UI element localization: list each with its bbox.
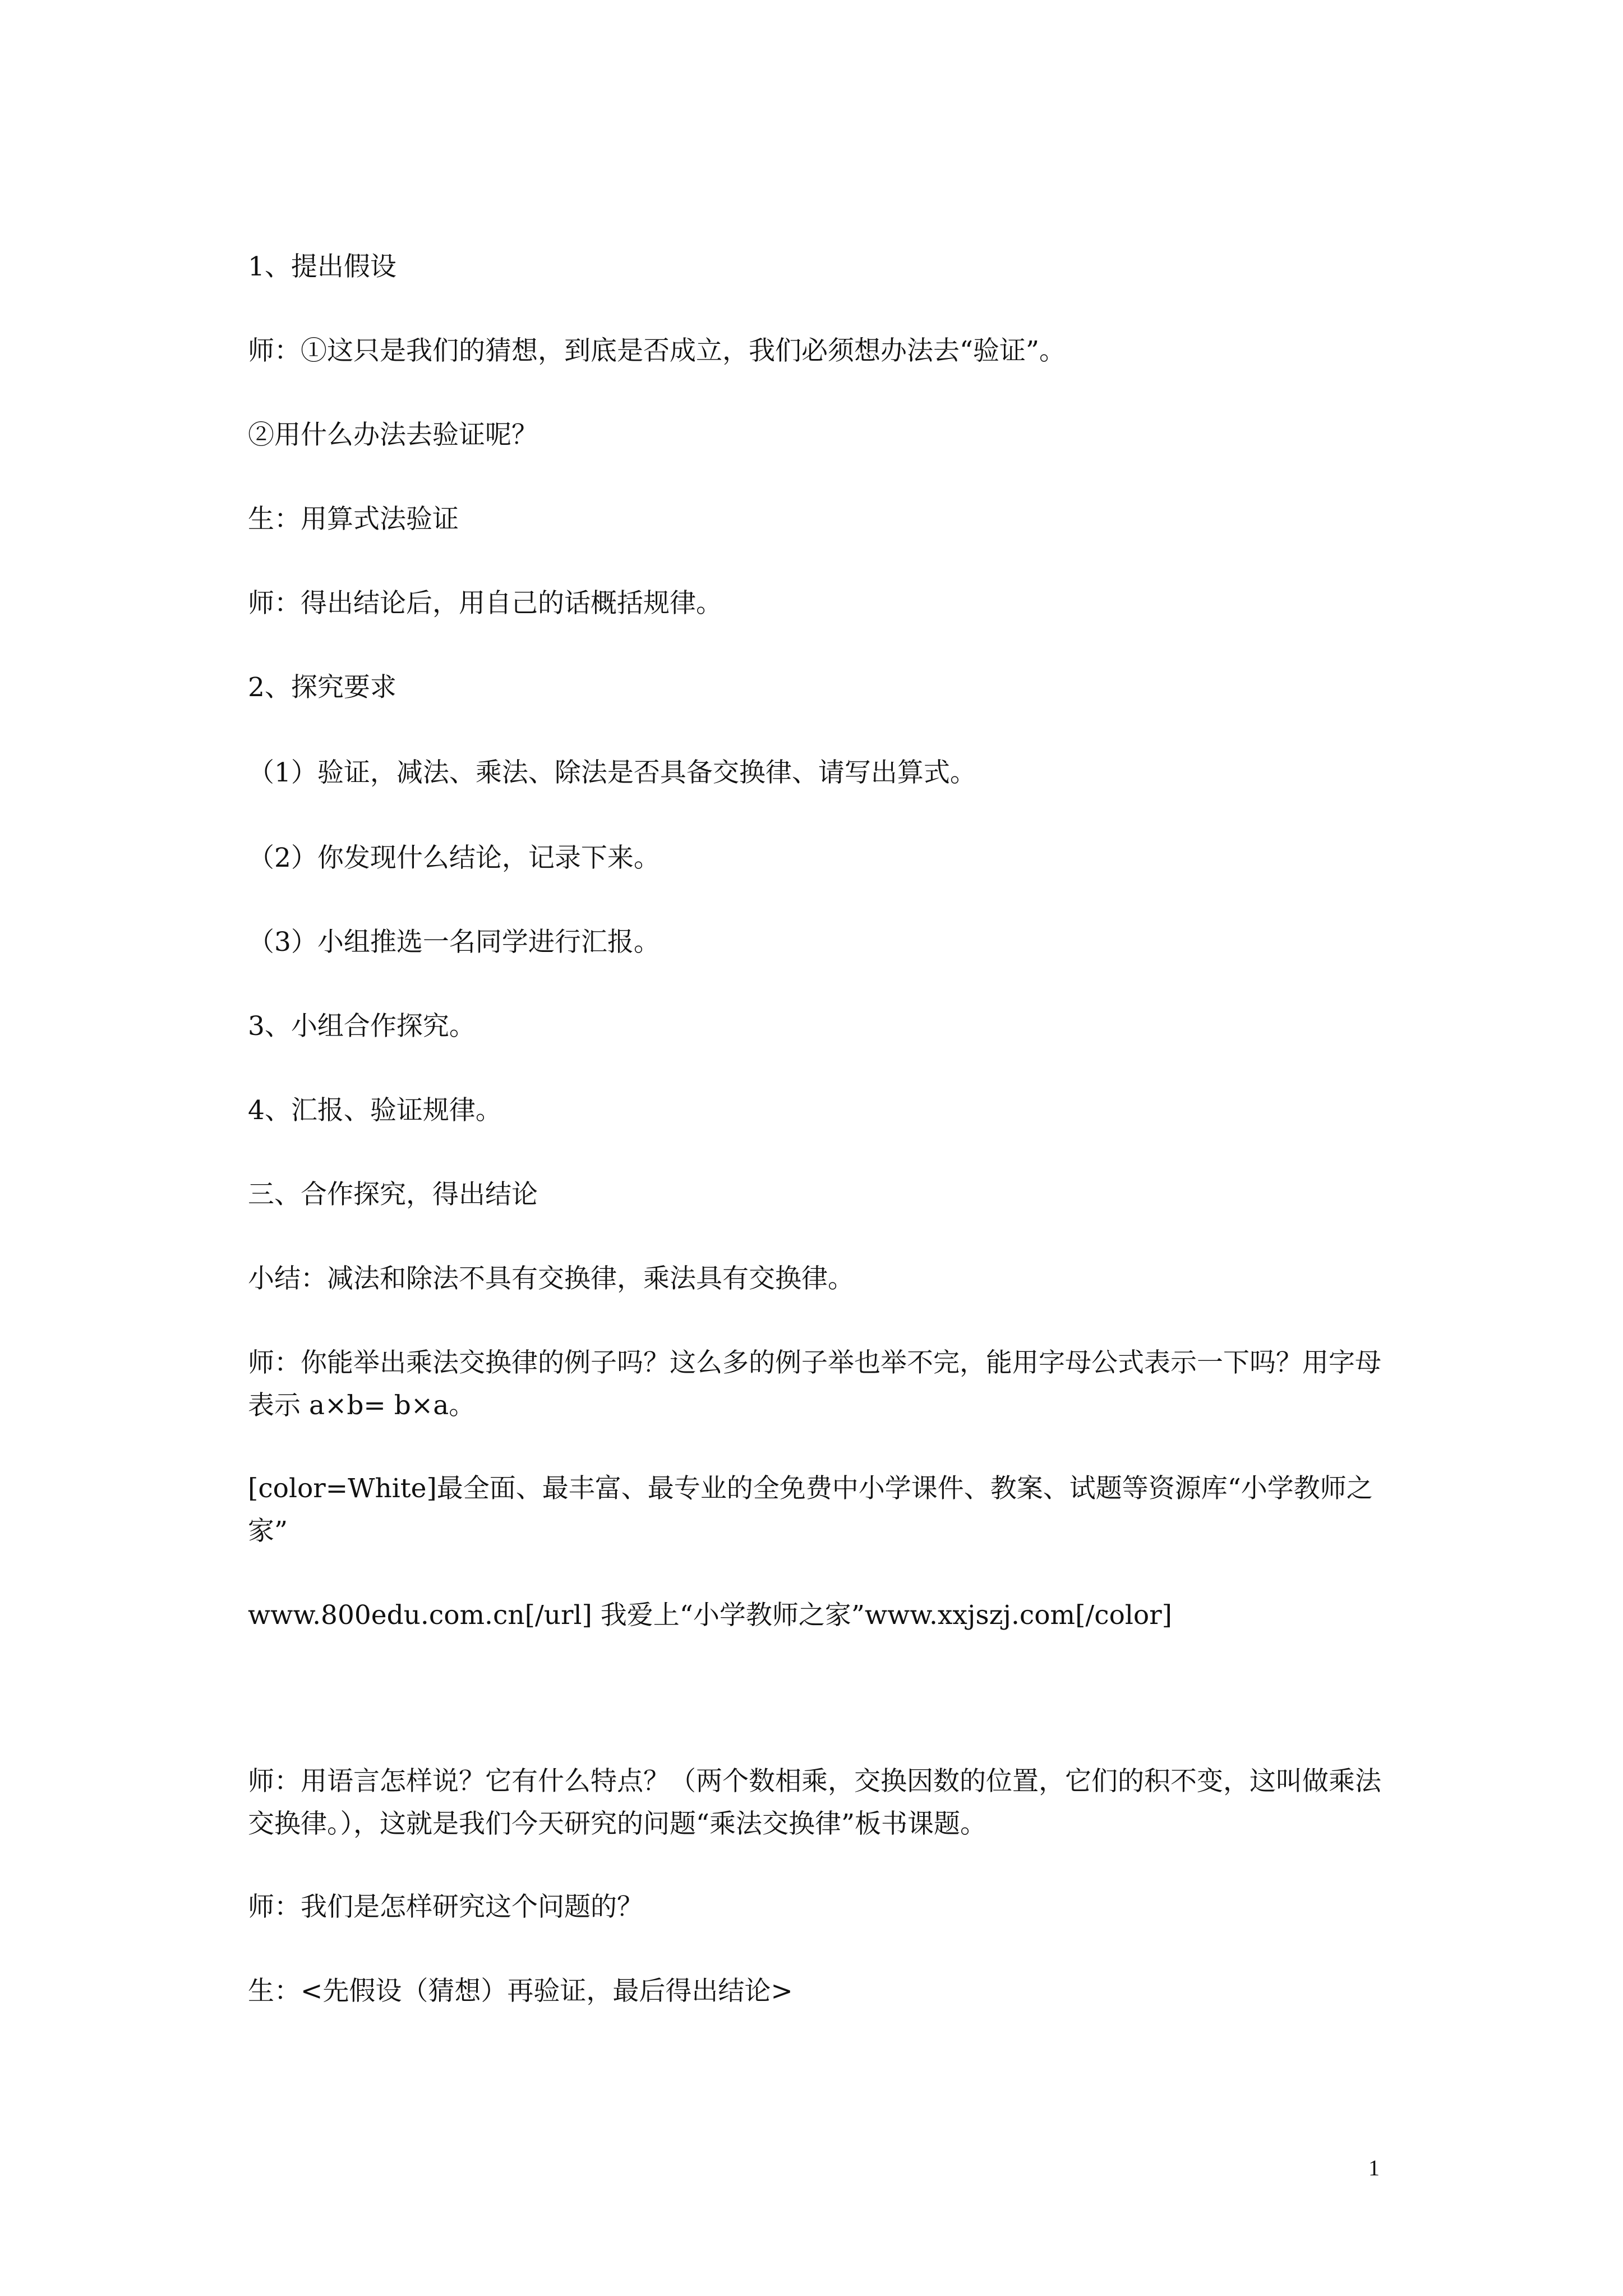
resource-notice: [color=White]最全面、最丰富、最专业的全免费中小学课件、教案、试题等资源库“小学教师之家” [248,1473,1373,1547]
teacher-line-language: 师：用语言怎样说？它有什么特点？（两个数相乘，交换因数的位置，它们的积不变，这叫做乘法交换律。），这就是我们今天研究的问题“乘法交换律”板书课题。 [248,1766,1381,1839]
heading-hypothesis: 1、提出假设 [248,251,396,282]
requirement-3: （3）小组推选一名同学进行汇报。 [248,927,660,958]
teacher-question-method: ②用什么办法去验证呢？ [248,420,538,450]
heading-group-inquiry: 3、小组合作探究。 [248,1011,476,1042]
summary-line: 小结：减法和除法不具有交换律，乘法具有交换律。 [248,1263,854,1294]
heading-requirements: 2、探究要求 [248,672,396,703]
requirement-2: （2）你发现什么结论，记录下来。 [248,843,660,873]
page-number: 1 [1368,2155,1380,2180]
teacher-line-research: 师：我们是怎样研究这个问题的？ [248,1892,643,1922]
student-line-conclusion: 生：<先假设（猜想）再验证，最后得出结论> [248,1976,793,2007]
teacher-line-summarize: 师：得出结论后，用自己的话概括规律。 [248,588,722,619]
heading-report: 4、汇报、验证规律。 [248,1095,502,1126]
heading-section-three: 三、合作探究，得出结论 [248,1179,538,1210]
resource-links: www.800edu.com.cn[/url] 我爱上“小学教师之家”www.xxjszj.com[/color] [248,1600,1173,1631]
student-answer-formula: 生：用算式法验证 [248,504,459,535]
teacher-line-guess: 师：①这只是我们的猜想，到底是否成立，我们必须想办法去“验证”。 [248,335,1066,366]
requirement-1: （1）验证，减法、乘法、除法是否具备交换律、请写出算式。 [248,757,976,788]
teacher-line-example: 师：你能举出乘法交换律的例子吗？这么多的例子举也举不完，能用字母公式表示一下吗？用字母表示 a×b= b×a。 [248,1347,1381,1421]
